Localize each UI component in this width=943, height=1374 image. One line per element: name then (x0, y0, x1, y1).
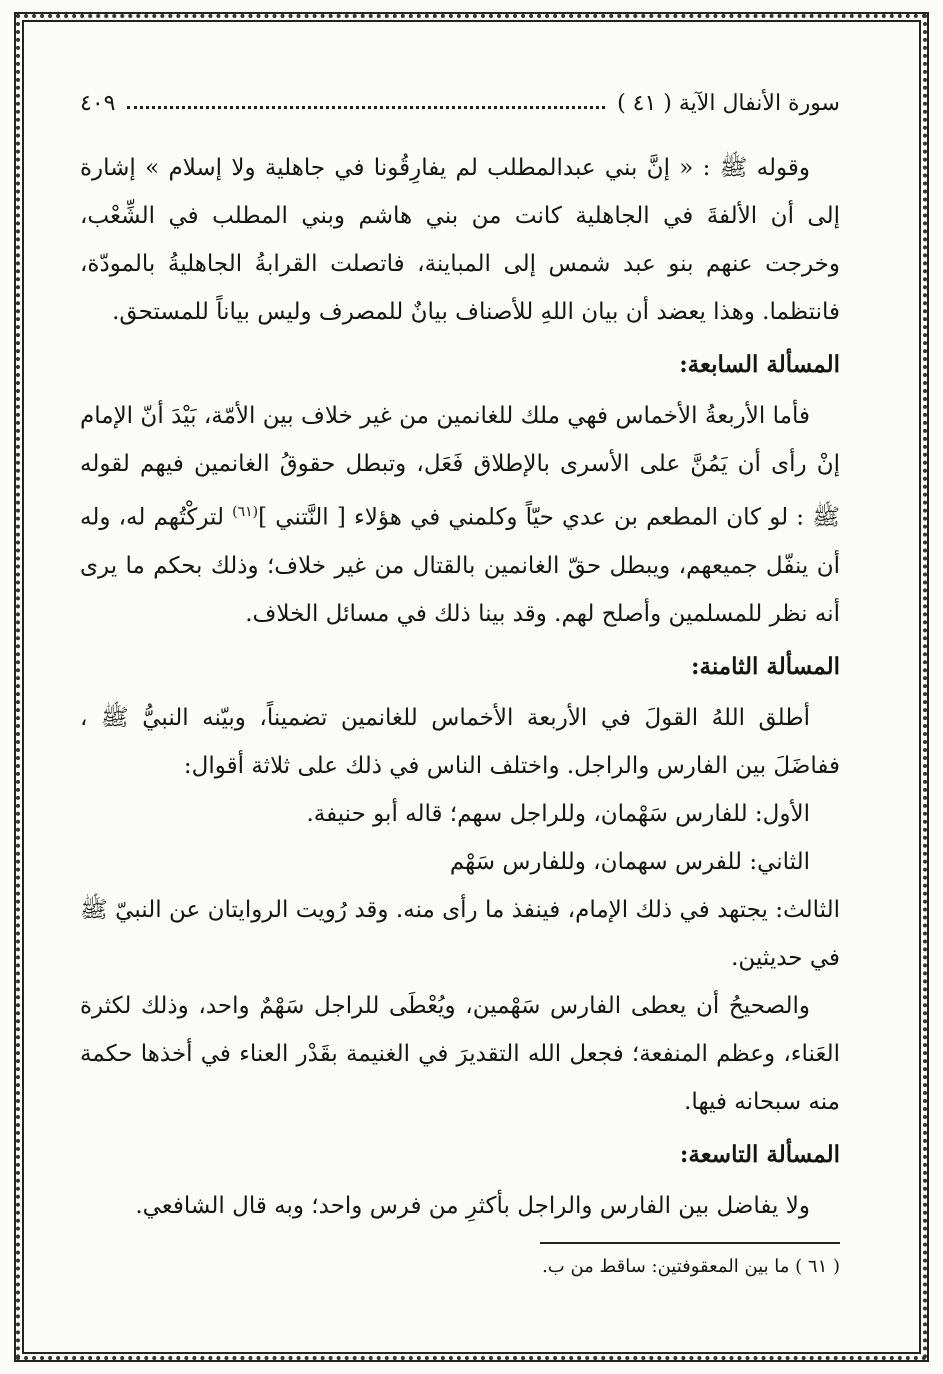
list-item: الثاني: للفرس سهمان، وللفارس سَهْم (449, 848, 810, 875)
list-item: الثالث: يجتهد في ذلك الإمام، فينفذ ما رأى منه. وقد رُويت الروايتان عن النبيّ ﷺ في حديثين. (80, 896, 840, 971)
section-heading: المسألة الثامنة: (691, 652, 840, 680)
paragraph-text: لتركْتُهم له، وله أن ينفّل جميعهم، ويبطل حقّ الغانمين بالقتال من غير خلاف؛ وذلك بحكم ما يرى أنه نظر للمسلمين وأصلح لهم. وقد بينا ذلك في مسائل الخلاف. (80, 504, 840, 627)
paragraph: وقوله ﷺ : « إنَّ بني عبدالمطلب لم يفارِقُونا في جاهلية ولا إسلام » إشارة إلى أن الألفةَ في الجاهلية كانت من بني هاشم وبني المطلب في الشِّعْب، وخرجت عنهم بنو عبد شمس إلى المباينة، فاتصلت القرابةُ الجاهليةُ بالمودّة، فانتظما. وهذا يعضد أن بيان اللهِ للأصناف بيانٌ للمصرف وليس بياناً للمستحق. (80, 155, 840, 325)
page-body (80, 144, 840, 1230)
running-header (80, 86, 840, 120)
footnote: ( ٦١ ) ما بين المعقوفتين: ساقط من ب. (542, 1256, 840, 1277)
book-page (80, 72, 840, 1312)
paragraph (80, 392, 840, 638)
footnote-reference[interactable]: (٦١) (232, 504, 259, 520)
header-leader-dots (127, 106, 605, 109)
page-number: ٤٠٩ (80, 90, 116, 116)
footnote-divider (540, 1242, 840, 1244)
paragraph: ولا يفاضل بين الفارس والراجل بأكثرِ من فرس واحد؛ وبه قال الشافعي. (135, 1192, 810, 1219)
section-heading: المسألة التاسعة: (679, 1140, 840, 1168)
paragraph: والصحيحُ أن يعطى الفارس سَهْمين، ويُعْطَى للراجل سَهْمٌ واحد، وذلك لكثرة العَناء، وعظم المنفعة؛ فجعل الله التقديرَ في الغنيمة بقَدْر العناء في أخذها حكمة منه سبحانه فيها. (80, 992, 840, 1115)
paragraph: أطلق اللهُ القولَ في الأربعة الأخماس للغانمين تضميناً، وبيّنه النبيُّ ﷺ ، ففاضَلَ بين الفارس والراجل. واختلف الناس في ذلك على ثلاثة أقوال: (80, 704, 840, 779)
surah-title: سورة الأنفال الآية ( ٤١ ) (617, 90, 840, 116)
paragraph-text: فأما الأربعةُ الأخماس فهي ملك للغانمين من غير خلاف بين الأمّة، بَيْدَ أنّ الإمام إنْ رأى أن يَمُنَّ على الأسرى بالإطلاق فَعَل، وتبطل حقوقُ الغانمين فيهم لقوله ﷺ : لو كان المطعم بن عدي حيّاً وكلمني في هؤلاء [ النَّتني ] (80, 403, 840, 531)
section-heading: المسألة السابعة: (679, 351, 840, 378)
list-item: الأول: للفارس سَهْمان، وللراجل سهم؛ قاله أبو حنيفة. (306, 800, 810, 827)
